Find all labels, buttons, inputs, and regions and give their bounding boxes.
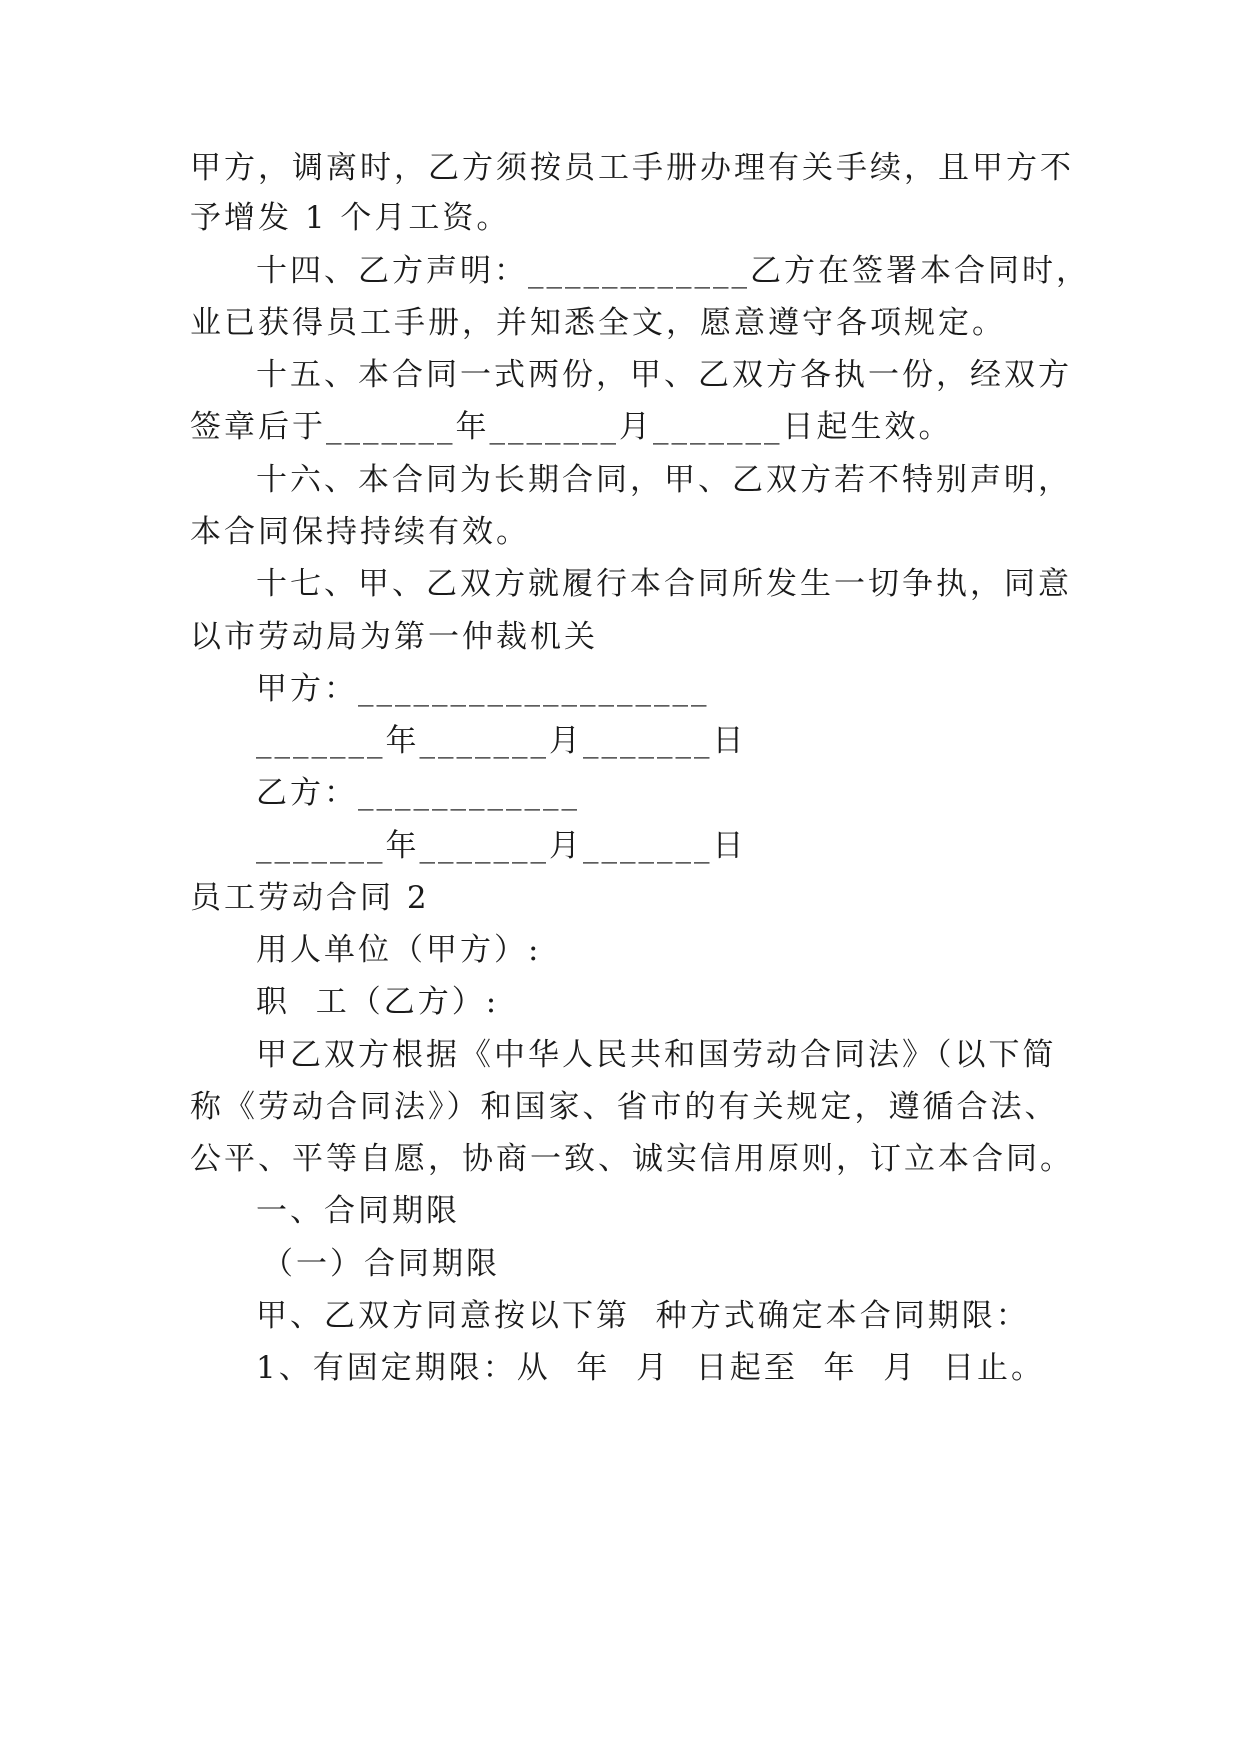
party-b-signature-line: 乙方：____________ — [256, 775, 580, 811]
paragraph-line: 1、有固定期限：从 年 月 日起至 年 月 日止。 — [256, 1350, 1045, 1386]
employer-line: 用人单位（甲方）: — [256, 932, 542, 968]
paragraph-line: 签章后于_______年_______月_______日起生效。 — [190, 409, 953, 445]
paragraph-line: 本合同保持持续有效。 — [190, 514, 530, 550]
employee-line: 职 工（乙方）: — [256, 984, 500, 1020]
preamble-line: 甲乙双方根据《中华人民共和国劳动合同法》（以下简 — [256, 1037, 1057, 1073]
clause-16-line: 十六、本合同为长期合同，甲、乙双方若不特别声明， — [256, 462, 1072, 498]
clause-14-line: 十四、乙方声明：____________乙方在签署本合同时， — [256, 253, 1090, 289]
section-title: 员工劳动合同 2 — [190, 880, 430, 916]
paragraph-line: 予增发 1 个月工资。 — [190, 200, 511, 236]
paragraph-line: 业已获得员工手册，并知悉全文，愿意遵守各项规定。 — [190, 305, 1006, 341]
clause-17-line: 十七、甲、乙双方就履行本合同所发生一切争执，同意 — [256, 566, 1072, 602]
paragraph-line: 公平、平等自愿，协商一致、诚实信用原则，订立本合同。 — [190, 1141, 1074, 1177]
paragraph-line: 以市劳动局为第一仲裁机关 — [190, 619, 598, 655]
subheading-contract-term: （一）合同期限 — [262, 1246, 500, 1282]
party-b-date-line: _______年_______月_______日 — [256, 828, 747, 864]
clause-15-line: 十五、本合同一式两份，甲、乙双方各执一份，经双方 — [256, 357, 1072, 393]
party-a-date-line: _______年_______月_______日 — [256, 723, 747, 759]
paragraph-line: 甲方，调离时，乙方须按员工手册办理有关手续，且甲方不 — [190, 150, 1074, 186]
heading-contract-term: 一、合同期限 — [256, 1193, 460, 1229]
party-a-signature-line: 甲方：___________________ — [256, 671, 710, 707]
paragraph-line: 甲、乙双方同意按以下第 种方式确定本合同期限： — [256, 1298, 1030, 1334]
paragraph-line: 称《劳动合同法》）和国家、省市的有关规定，遵循合法、 — [190, 1089, 1059, 1125]
